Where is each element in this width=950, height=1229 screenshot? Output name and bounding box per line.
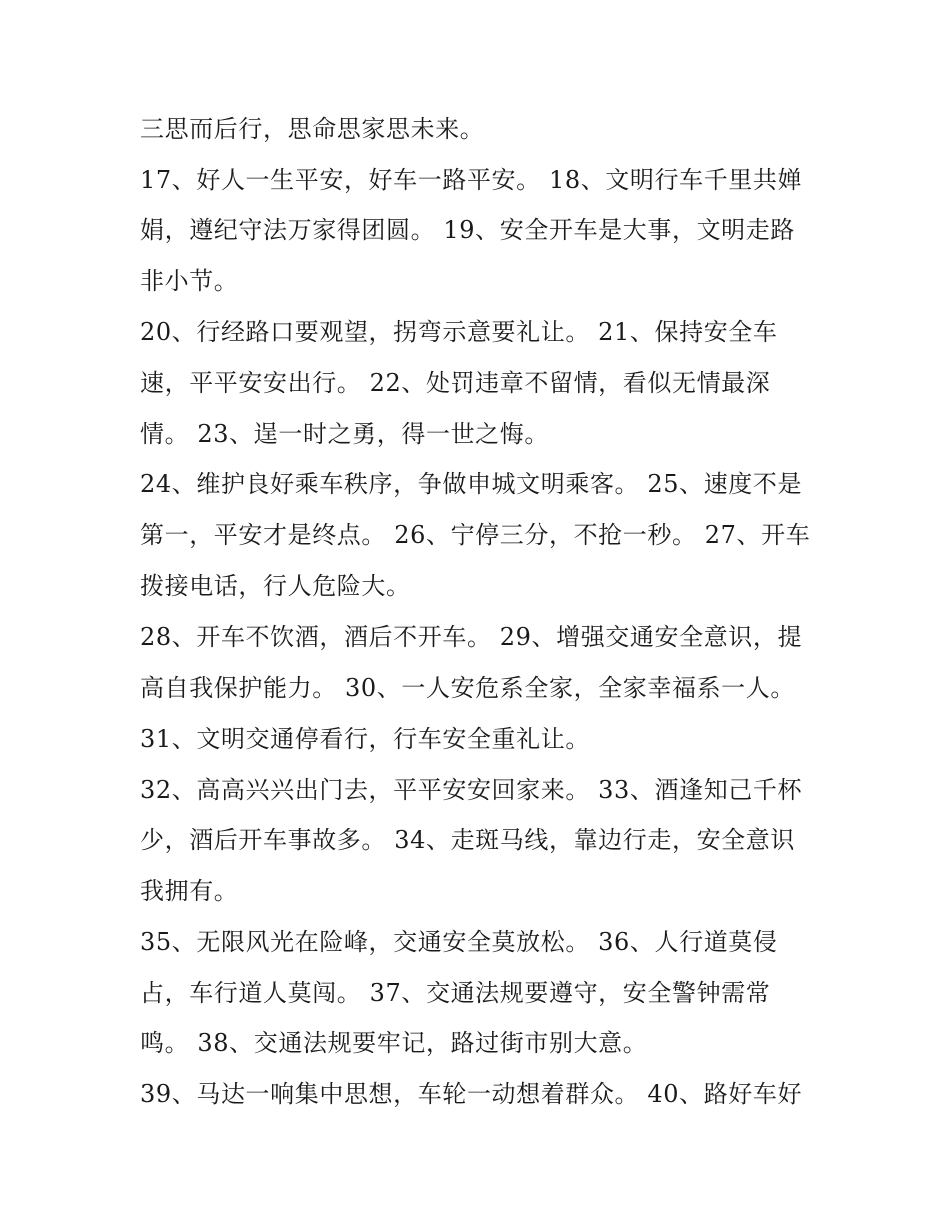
text-line-17: 35、无限风光在险峰，交通安全莫放松。 36、人行道莫侵	[140, 928, 778, 956]
text-line-10: 拨接电话，行人危险大。	[140, 572, 411, 600]
text-line-6: 速，平平安安出行。 22、处罚违章不留情，看似无情最深	[140, 369, 771, 397]
text-line-12: 高自我保护能力。 30、一人安危系全家，全家幸福系一人。	[140, 674, 795, 702]
text-line-5: 20、行经路口要观望，拐弯示意要礼让。 21、保持安全车	[140, 318, 778, 346]
text-line-19: 鸣。 38、交通法规要牢记，路过街市别大意。	[140, 1029, 648, 1057]
text-line-4: 非小节。	[140, 267, 239, 295]
text-line-16: 我拥有。	[140, 877, 239, 905]
text-line-7: 情。 23、逞一时之勇，得一世之悔。	[140, 420, 549, 448]
text-line-11: 28、开车不饮酒，酒后不开车。 29、增强交通安全意识，提	[140, 623, 803, 651]
text-line-15: 少，酒后开车事故多。 34、走斑马线，靠边行走，安全意识	[140, 826, 795, 854]
text-line-9: 第一，平安才是终点。 26、宁停三分，不抢一秒。 27、开车	[140, 521, 811, 549]
text-line-18: 占，车行道人莫闯。 37、交通法规要遵守，安全警钟需常	[140, 979, 771, 1007]
text-line-2: 17、好人一生平安，好车一路平安。 18、文明行车千里共婵	[140, 166, 803, 194]
text-line-20: 39、马达一响集中思想，车轮一动想着群众。 40、路好车好	[140, 1080, 803, 1108]
text-line-3: 娟，遵纪守法万家得团圆。 19、安全开车是大事，文明走路	[140, 216, 795, 244]
text-line-1: 三思而后行，思命思家思未来。	[140, 115, 485, 143]
text-line-8: 24、维护良好乘车秩序，争做申城文明乘客。 25、速度不是	[140, 470, 803, 498]
text-line-14: 32、高高兴兴出门去，平平安安回家来。 33、酒逢知己千杯	[140, 776, 803, 804]
text-line-13: 31、文明交通停看行，行车安全重礼让。	[140, 725, 590, 753]
